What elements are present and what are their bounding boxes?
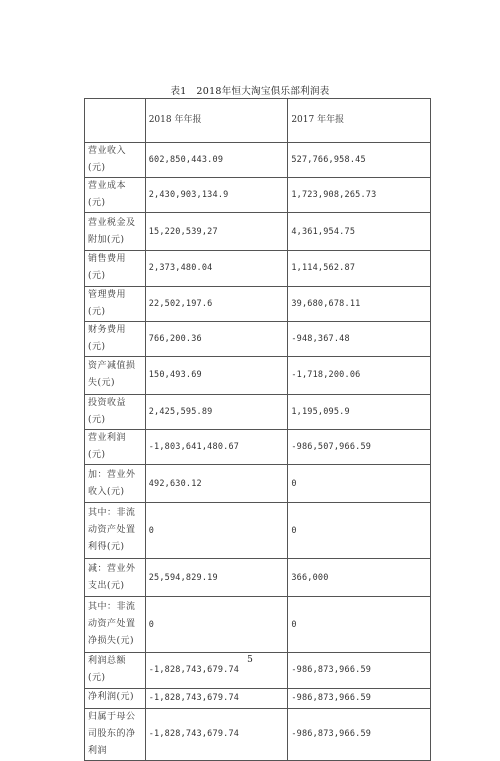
header-cell-2018: 2018 年年报 (145, 99, 288, 143)
row-label: 管理费用(元) (85, 286, 146, 321)
row-label: 其中：非流动资产处置净损失(元) (85, 597, 146, 653)
value-2018: -1,803,641,480.67 (145, 430, 288, 465)
value-2018: 766,200.36 (145, 321, 288, 356)
value-2018: 2,430,903,134.9 (145, 178, 288, 213)
value-2017: -986,507,966.59 (288, 430, 431, 465)
row-label: 加：营业外收入(元) (85, 465, 146, 503)
header-cell-empty (85, 99, 146, 143)
table-row (85, 178, 431, 213)
table-row (85, 394, 431, 429)
table-row (85, 143, 431, 178)
value-2017: 1,723,908,265.73 (288, 178, 431, 213)
table-row (85, 321, 431, 356)
value-2018: 0 (145, 503, 288, 559)
value-2018: -1,828,743,679.74 (145, 688, 288, 708)
value-2017: 39,680,678.11 (288, 286, 431, 321)
row-label: 营业税金及附加(元) (85, 213, 146, 251)
row-label: 净利润(元) (85, 688, 146, 708)
value-2018: 25,594,829.19 (145, 559, 288, 597)
value-2017: 4,361,954.75 (288, 213, 431, 251)
row-label: 营业成本(元) (85, 178, 146, 213)
table-caption: 表1 2018年恒大淘宝俱乐部利润表 (170, 86, 330, 97)
value-2018: 2,425,595.89 (145, 394, 288, 429)
value-2018: -1,828,743,679.74 (145, 708, 288, 760)
value-2017: 1,114,562.87 (288, 251, 431, 286)
row-label: 财务费用(元) (85, 321, 146, 356)
row-label: 减：营业外支出(元) (85, 559, 146, 597)
value-2018: 15,220,539,27 (145, 213, 288, 251)
value-2018: 150,493.69 (145, 356, 288, 394)
table-row (85, 430, 431, 465)
table-row (85, 356, 431, 394)
value-2018: 492,630.12 (145, 465, 288, 503)
value-2017: -986,873,966.59 (288, 653, 431, 688)
row-label: 其中：非流动资产处置利得(元) (85, 503, 146, 559)
value-2017: 0 (288, 597, 431, 653)
table-row (85, 286, 431, 321)
page-number: 5 (247, 655, 253, 665)
value-2018: 602,850,443.09 (145, 143, 288, 178)
value-2017: 366,000 (288, 559, 431, 597)
table-row (85, 708, 431, 760)
value-2017: -986,873,966.59 (288, 688, 431, 708)
table-row (85, 503, 431, 559)
value-2017: 0 (288, 465, 431, 503)
table-row (85, 465, 431, 503)
value-2017: -948,367.48 (288, 321, 431, 356)
row-label: 销售费用(元) (85, 251, 146, 286)
row-label: 利润总额(元) (85, 653, 146, 688)
header-cell-2017: 2017 年年报 (288, 99, 431, 143)
value-2017: -986,873,966.59 (288, 708, 431, 760)
row-label: 营业利润(元) (85, 430, 146, 465)
table-row (85, 688, 431, 708)
table-row (85, 559, 431, 597)
table-header-row (85, 99, 431, 143)
value-2018: 22,502,197.6 (145, 286, 288, 321)
table-row (85, 213, 431, 251)
value-2018: 0 (145, 597, 288, 653)
value-2017: -1,718,200.06 (288, 356, 431, 394)
table-row (85, 251, 431, 286)
value-2017: 0 (288, 503, 431, 559)
value-2017: 527,766,958.45 (288, 143, 431, 178)
value-2018: -1,828,743,679.74 (145, 653, 288, 688)
row-label: 资产减值损失(元) (85, 356, 146, 394)
value-2018: 2,373,480.04 (145, 251, 288, 286)
value-2017: 1,195,095.9 (288, 394, 431, 429)
table-row (85, 597, 431, 653)
row-label: 营业收入(元) (85, 143, 146, 178)
row-label: 投资收益(元) (85, 394, 146, 429)
row-label: 归属于母公司股东的净利润 (85, 708, 146, 760)
